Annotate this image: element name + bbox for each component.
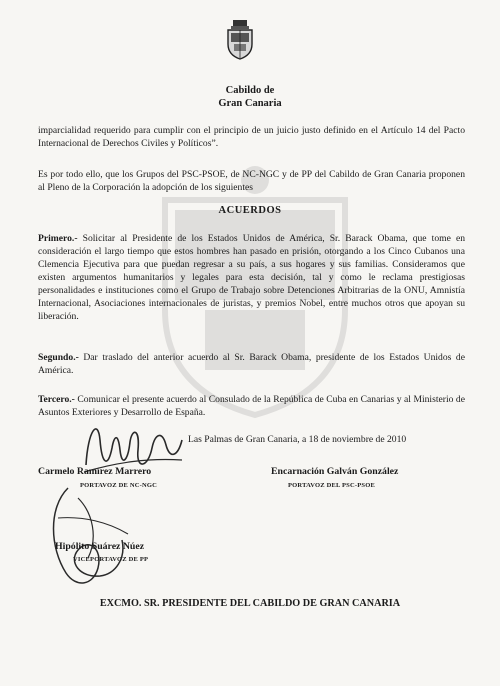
intro-paragraph-1: imparcialidad requerido para cumplir con el principio de un juicio justo definido en el Artículo 14 del Pacto Internacional de Derechos Civiles y Políticos”. — [38, 125, 465, 149]
date-line: Las Palmas de Gran Canaria, a 18 de noviembre de 2010 — [188, 434, 407, 445]
signatory-1-role: PORTAVOZ DE NC-NGC — [80, 482, 158, 489]
signature-suarez-icon — [38, 478, 133, 593]
acuerdos-title: ACUERDOS — [218, 205, 282, 216]
tercero-label: Tercero.- — [38, 394, 75, 405]
header-line-2: Gran Canaria — [218, 98, 282, 109]
primero-paragraph — [38, 232, 465, 323]
primero-label: Primero.- — [38, 233, 78, 244]
signatory-3-name: Hipólito Suárez Núez — [55, 541, 145, 552]
signatory-1-name: Carmelo Ramírez Marrero — [38, 466, 152, 477]
intro-paragraph-2: Es por todo ello, que los Grupos del PSC-PSOE, de NC-NGC y de PP del Cabildo de Gran Canaria proponen al Pleno de la Corporación la adopción de los siguientes — [38, 169, 465, 193]
signatory-3-role: VICEPORTAVOZ DE PP — [73, 556, 149, 563]
segundo-paragraph — [38, 351, 465, 377]
tercero-text: Comunicar el presente acuerdo al Consulado de la República de Cuba en Canarias y al Ministerio de Asuntos Exteriores y Desarrollo de España. — [38, 394, 465, 418]
signatory-2-name: Encarnación Galván González — [271, 466, 399, 477]
segundo-text: Dar traslado del anterior acuerdo al Sr. Barack Obama, presidente de los Estados Unidos de América. — [38, 352, 465, 376]
segundo-label: Segundo.- — [38, 352, 79, 363]
primero-text: Solicitar al Presidente de los Estados Unidos de América, Sr. Barack Obama, que tome en consideración el largo tiempo que estos hombres han pasado en prisión, otorgando a los Cinco Cubanos una Clemencia Ejecutiva para que puedan regresar a su país, a sus hogares y sus familias. Consideramos que existen argumentos humanitarios y legales para esta decisión, tal y como le reclama prestigiosas personalidades e instituciones como el Grupo de Trabajo sobre Detenciones Arbitrarias de la ONU, Amnistía Internacional, Asociaciones internacionales de juristas, y premios Nobel, entre muchos otros que apoyan su liberación. — [38, 233, 465, 322]
cabildo-crest-icon — [224, 18, 256, 60]
signatory-2-role: PORTAVOZ DEL PSC-PSOE — [288, 482, 376, 489]
header-line-1: Cabildo de — [225, 85, 275, 96]
addressee-footer: EXCMO. SR. PRESIDENTE DEL CABILDO DE GRAN CANARIA — [99, 598, 401, 609]
